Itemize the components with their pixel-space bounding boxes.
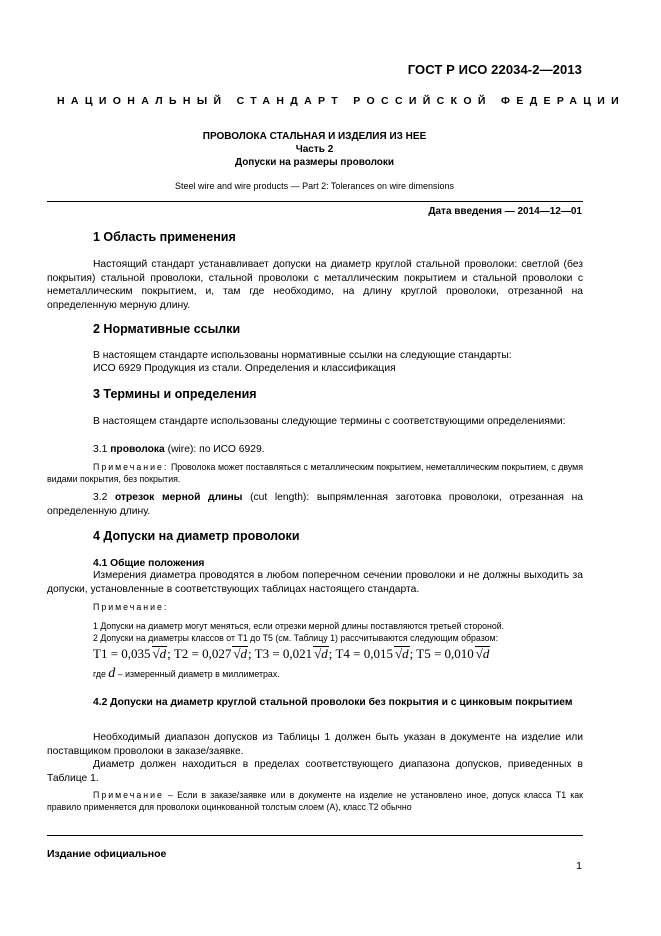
section-2-heading: 2 Нормативные ссылки (93, 322, 241, 336)
section-3-intro: В настоящем стандарте использованы следующие термины с соответствующими определениями: (93, 416, 566, 427)
note-label: Примечание: (93, 462, 169, 472)
footer-divider (47, 835, 583, 836)
subsection-4-2-heading: 4.2 Допуски на диаметр круглой стальной проволоки без покрытия и с цинковым покрытием (93, 697, 573, 708)
english-title: Steel wire and wire products — Part 2: Tolerances on wire dimensions (175, 181, 454, 191)
formula-where: где d – измеренный диаметр в миллиметрах. (93, 666, 280, 681)
note-4-2-text: – Если в заказе/заявке или в документе на изделие не установлено иное, допуск класса Т1 как правило применяется для проволоки оцинкованной толстым слоем (А), класс Т2 обычно (47, 790, 583, 812)
tolerance-formula: T1 = 0,035 √d; T2 = 0,027 √d; T3 = 0,021 √d; T4 = 0,015 √d; T5 = 0,010 √d (93, 646, 490, 661)
title-line-2: Часть 2 (295, 144, 334, 155)
national-standard-banner: НАЦИОНАЛЬНЫЙ СТАНДАРТ РОССИЙСКОЙ ФЕДЕРАЦИИ (57, 95, 626, 107)
title-line-3: Допуски на размеры проволоки (234, 157, 395, 168)
note-4-2-label: Примечание (93, 790, 164, 800)
term-3-1-definition: (wire): по ИСО 6929. (164, 444, 265, 455)
note-text: Проволока может поставляться с металлическим покрытием, неметаллическим покрытием, с двумя видами покрытия, без покрытия. (47, 462, 583, 484)
section-2-line-1: В настоящем стандарте использованы нормативные ссылки на следующие стандарты: (93, 350, 512, 361)
section-4-heading: 4 Допуски на диаметр проволоки (93, 529, 300, 543)
subsection-4-1-text: Измерения диаметра проводятся в любом поперечном сечении проволоки и не должны выходить за допуски, установленные в соответствующих таблицах настоящего стандарта. (47, 570, 583, 595)
title-line-1: ПРОВОЛОКА СТАЛЬНАЯ И ИЗДЕЛИЯ ИЗ НЕЕ (202, 131, 427, 142)
subsection-4-1-heading: 4.1 Общие положения (93, 558, 205, 569)
section-1-heading: 1 Область применения (93, 230, 236, 244)
formula-t5: T5 = 0,010 √d (416, 646, 490, 661)
section-1-text: Настоящий стандарт устанавливает допуски на диаметр круглой стальной проволоки: светлой (без покрытия) стальной проволоки, стальной проволоки с металлическим покрытием и стальной проволоки с неметаллическим покрытием, и, там где необходимо, на длину круглой проволоки, отрезанной на определенную мерную длину. (47, 259, 583, 311)
document-code: ГОСТ Р ИСО 22034-2—2013 (407, 62, 582, 77)
term-3-1 (93, 443, 265, 456)
subsection-4-2-note (47, 789, 583, 813)
formula-t3: T3 = 0,021 √d (254, 646, 328, 661)
term-3-1-number: 3.1 (93, 444, 111, 455)
term-3-1-term: проволока (110, 444, 165, 455)
header-divider (47, 201, 583, 202)
note-2: 2 Допуски на диаметры классов от Т1 до Т5 (см. Таблицу 1) рассчитываются следующим образом: (93, 633, 499, 643)
page-number: 1 (576, 860, 582, 872)
term-3-2-term: отрезок мерной длины (114, 492, 243, 503)
term-3-2-number: 3.2 (93, 492, 115, 503)
note-1: 1 Допуски на диаметр могут меняться, если отрезки мерной длины поставляются третьей стороной. (93, 621, 505, 631)
subsection-4-2-paragraph-2: Диаметр должен находиться в пределах соответствующего диапазона допусков, приведенных в Таблице 1. (47, 759, 583, 784)
formula-t4: T4 = 0,015 √d (335, 646, 409, 661)
document-title (47, 130, 582, 169)
formula-t1: T1 = 0,035 √d (93, 646, 167, 661)
formula-t2: T2 = 0,027 √d (173, 646, 247, 661)
term-3-2-definition: (cut length): выпрямленная заготовка проволоки, отрезанная на определенную длину. (47, 492, 583, 517)
edition-label: Издание официальное (47, 848, 167, 860)
subsection-4-2-paragraph-1: Необходимый диапазон допусков из Таблицы 1 должен быть указан в документе на изделие или поставщиком проволоки в заказе/заявке. (47, 732, 583, 757)
section-2-line-2: ИСО 6929 Продукция из стали. Определения и классификация (93, 363, 396, 374)
introduction-date: Дата введения — 2014—12—01 (428, 206, 582, 217)
term-3-2 (47, 491, 583, 518)
section-3-heading: 3 Термины и определения (93, 387, 257, 401)
section-3-note (47, 461, 583, 485)
notes-label: Примечание: (93, 602, 169, 612)
